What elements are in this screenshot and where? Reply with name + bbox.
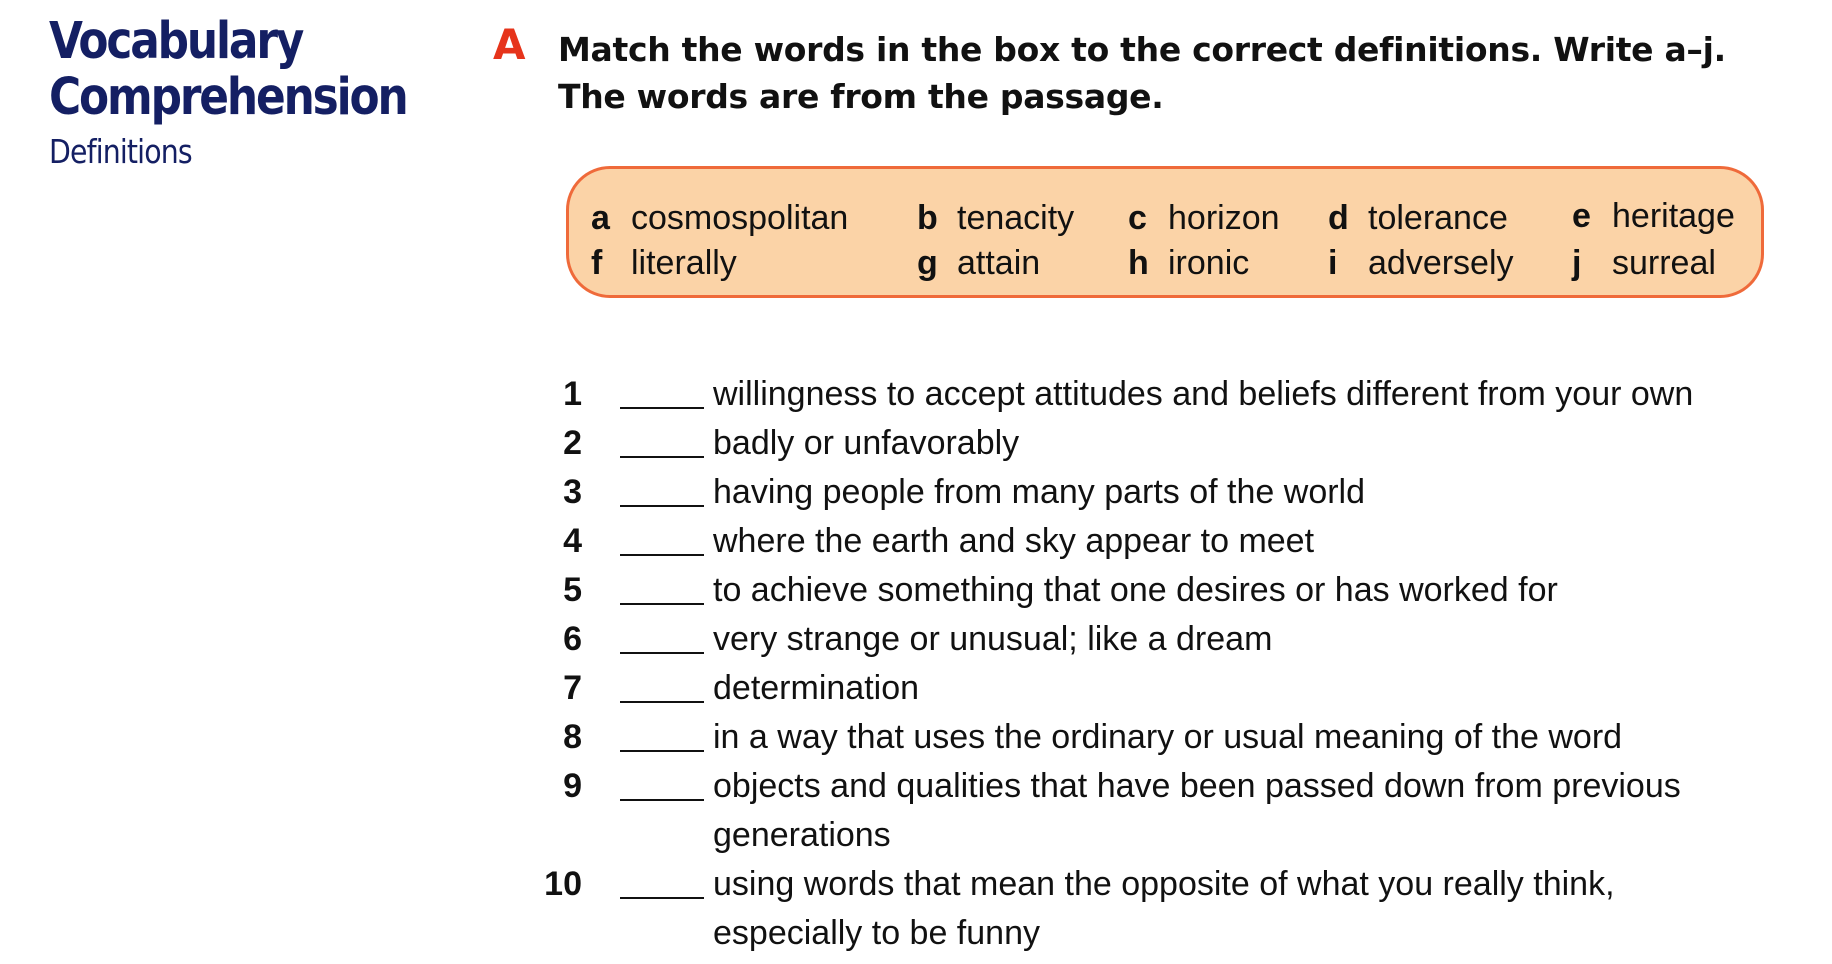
- word-box-item: a cosmospolitan: [591, 199, 849, 237]
- word-box-item: j surreal: [1572, 244, 1716, 282]
- word-box-item: b tenacity: [917, 199, 1075, 237]
- instruction-line-1: Match the words in the box to the correct definitions. Write a–j.: [558, 30, 1726, 69]
- answer-blank[interactable]: [620, 554, 704, 556]
- answer-blank[interactable]: [620, 456, 704, 458]
- instruction-line-2: The words are from the passage.: [558, 77, 1164, 116]
- word-box-item: f literally: [591, 244, 737, 282]
- word-box-item: i adversely: [1328, 244, 1514, 282]
- word-box-item: g attain: [917, 244, 1041, 282]
- answer-blank[interactable]: [620, 897, 704, 899]
- heading-comprehension: Comprehension: [49, 68, 407, 127]
- word-box: [566, 166, 1764, 298]
- section-heading: [49, 14, 469, 171]
- word-box-item: e heritage: [1572, 197, 1735, 235]
- exercise-letter: A: [493, 20, 526, 69]
- heading-vocabulary: Vocabulary: [49, 12, 303, 71]
- answer-blank[interactable]: [620, 701, 704, 703]
- heading-subtitle: Definitions: [49, 132, 192, 171]
- word-box-item: c horizon: [1128, 199, 1280, 237]
- exercise-instructions: [558, 26, 1726, 120]
- word-box-item: d tolerance: [1328, 199, 1508, 237]
- answer-blank[interactable]: [620, 652, 704, 654]
- answer-blank[interactable]: [620, 799, 704, 801]
- answer-blank[interactable]: [620, 407, 704, 409]
- answer-blank[interactable]: [620, 505, 704, 507]
- word-box-item: h ironic: [1128, 244, 1250, 282]
- answer-blank[interactable]: [620, 603, 704, 605]
- answer-blank[interactable]: [620, 750, 704, 752]
